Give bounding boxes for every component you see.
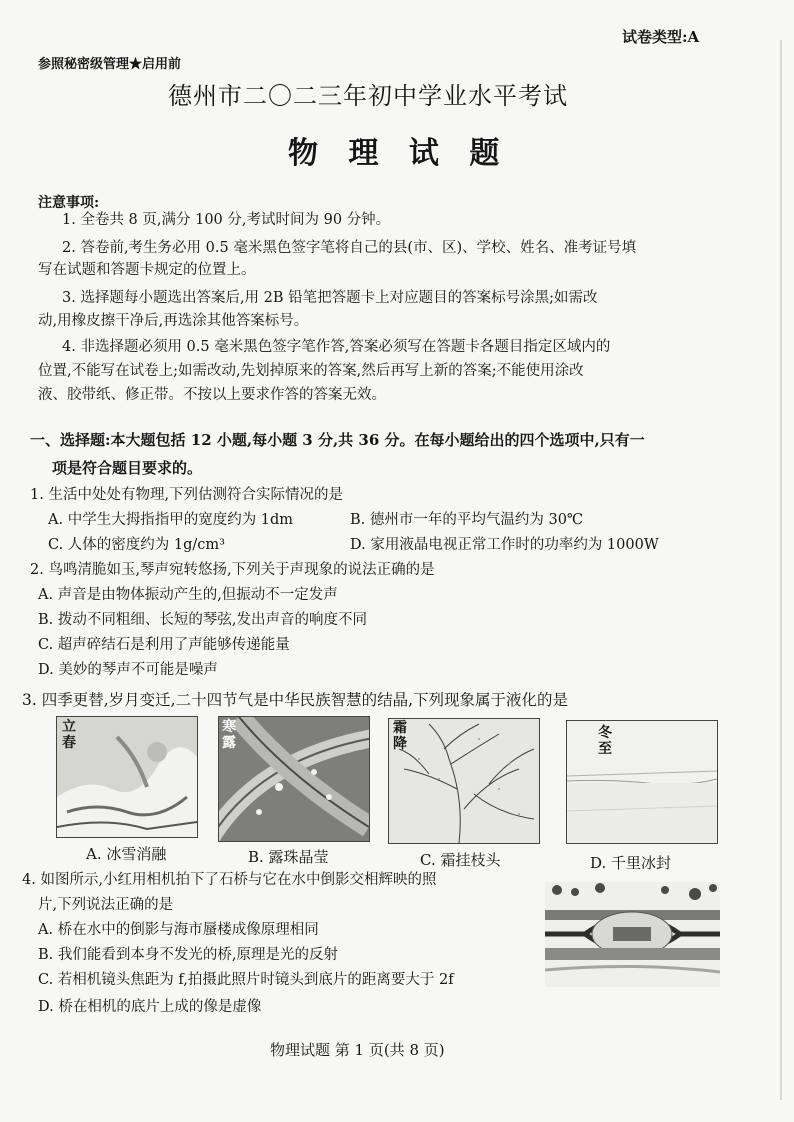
notice-line: 液、胶带纸、修正带。不按以上要求作答的答案无效。	[38, 387, 386, 403]
photo-label: 冬	[598, 725, 612, 741]
page-footer: 物理试题 第 1 页(共 8 页)	[270, 1041, 445, 1059]
q3-stem: 3. 四季更替,岁月变迁,二十四节气是中华民族智慧的结晶,下列现象属于液化的是	[22, 691, 568, 709]
confidential-label: 参照秘密级管理★启用前	[38, 57, 182, 72]
q4-option-a: A. 桥在水中的倒影与海市蜃楼成像原理相同	[38, 922, 319, 938]
exam-title: 德州市二〇二三年初中学业水平考试	[168, 84, 568, 110]
q4-option-b: B. 我们能看到本身不发光的桥,原理是光的反射	[38, 947, 338, 963]
q1-option-d: D. 家用液晶电视正常工作时的功率约为 1000W	[350, 537, 659, 553]
photo-label: 至	[598, 741, 612, 757]
q2-stem: 2. 鸟鸣清脆如玉,琴声宛转悠扬,下列关于声现象的说法正确的是	[30, 562, 435, 578]
paper-type-label: 试卷类型:A	[622, 28, 700, 46]
notice-heading: 注意事项:	[38, 195, 100, 211]
q4-stem: 4. 如图所示,小红用相机拍下了石桥与它在水中倒影交相辉映的照	[22, 872, 437, 888]
q4-stem-cont: 片,下列说法正确的是	[38, 897, 174, 913]
notice-line: 2. 答卷前,考生务必用 0.5 毫米黑色签字笔将自己的县(市、区)、学校、姓名、准考证号填	[62, 240, 637, 256]
q4-option-c: C. 若相机镜头焦距为 f,拍摄此照片时镜头到底片的距离要大于 2f	[38, 972, 454, 988]
notice-line: 1. 全卷共 8 页,满分 100 分,考试时间为 90 分钟。	[62, 212, 391, 228]
notice-line: 3. 选择题每小题选出答案后,用 2B 铅笔把答题卡上对应题目的答案标号涂黑;如需改	[62, 290, 598, 306]
notice-line: 4. 非选择题必须用 0.5 毫米黑色签字笔作答,答案必须写在答题卡各题目指定区域内的	[62, 339, 611, 355]
section-heading: 一、选择题:本大题包括 12 小题,每小题 3 分,共 36 分。在每小题给出的四个选项中,只有一	[30, 431, 645, 449]
photo-shuangjiang	[388, 718, 540, 844]
section-heading-cont: 项是符合题目要求的。	[52, 459, 203, 477]
photo-label: 霜	[393, 720, 407, 736]
photo-label: 降	[393, 736, 407, 752]
photo-dongzhi	[566, 720, 718, 844]
q2-option-c: C. 超声碎结石是利用了声能够传递能量	[38, 637, 290, 653]
photo-hanlu	[218, 716, 370, 842]
q1-option-b: B. 德州市一年的平均气温约为 30℃	[350, 512, 584, 528]
q2-option-b: B. 拨动不同粗细、长短的琴弦,发出声音的响度不同	[38, 612, 367, 628]
photo-label: 春	[62, 735, 76, 751]
q4-option-d: D. 桥在相机的底片上成的像是虚像	[38, 999, 262, 1015]
q1-option-a: A. 中学生大拇指指甲的宽度约为 1dm	[48, 512, 294, 528]
photo-lichun	[56, 716, 198, 838]
page-edge-shadow	[780, 40, 782, 1100]
q2-option-d: D. 美妙的琴声不可能是噪声	[38, 662, 218, 678]
q1-stem: 1. 生活中处处有物理,下列估测符合实际情况的是	[30, 487, 344, 503]
notice-line: 动,用橡皮擦干净后,再选涂其他答案标号。	[38, 313, 309, 329]
photo-label: 露	[222, 735, 236, 751]
q3-option-d: D. 千里冰封	[590, 854, 672, 872]
q3-option-b: B. 露珠晶莹	[248, 848, 329, 866]
notice-line: 写在试题和答题卡规定的位置上。	[38, 262, 256, 278]
photo-stone-bridge	[545, 882, 720, 987]
q3-option-a: A. 冰雪消融	[86, 845, 167, 863]
photo-label: 寒	[222, 719, 236, 735]
q3-option-c: C. 霜挂枝头	[420, 851, 501, 869]
photo-label: 立	[62, 719, 76, 735]
notice-line: 位置,不能写在试卷上;如需改动,先划掉原来的答案,然后再写上新的答案;不能使用涂改	[38, 363, 584, 379]
subject-title: 物 理 试 题	[288, 136, 510, 171]
q1-option-c: C. 人体的密度约为 1g/cm³	[48, 537, 225, 553]
q2-option-a: A. 声音是由物体振动产生的,但振动不一定发声	[38, 587, 338, 603]
